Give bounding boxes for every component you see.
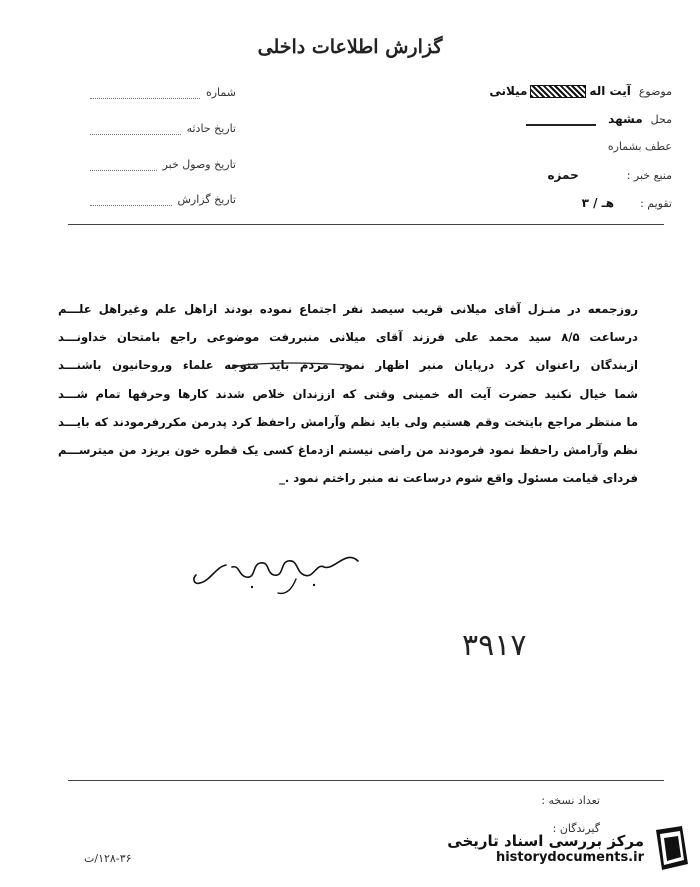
report-line: ازبندگان راعنوان کرد درپایان منبر اظهار نمود مردم باید متوجه علماء وروحانیون باشنـــد [58, 358, 638, 373]
report-line: شما خیال نکنید حضرت آیت اله خمینی وقتی که اززندان خلاص شدند کارها وحرفها تمام شـــد [58, 386, 638, 401]
field-calendar-value: هـ / ۳ [581, 196, 615, 210]
field-receipt-date [90, 158, 236, 171]
report-line: نظم وآرامش راحفظ نمود فرمودند من راضی نیستم ازدماغ کسی یک قطره خون بریزد من میترســـم [58, 443, 638, 458]
field-number-line [90, 98, 200, 99]
field-incident-date-line [90, 134, 181, 135]
field-number-label: شماره [205, 86, 236, 99]
watermark-url: historydocuments.ir [495, 849, 644, 865]
subject-value-prefix: آیت اله [589, 84, 631, 98]
field-incident-date [90, 122, 236, 135]
field-source-label: منبع خبر : [626, 169, 672, 182]
field-report-date-label: تاریخ گزارش [177, 193, 236, 206]
pen-strike-mark [230, 360, 350, 370]
field-calendar-label: تقویم : [640, 197, 672, 210]
field-location [432, 112, 672, 126]
field-number [90, 86, 236, 99]
field-location-value: مشهد [608, 112, 643, 126]
field-subject-value [489, 84, 631, 98]
field-receipt-date-label: تاریخ وصول خبر [162, 158, 236, 171]
recipients-label: گیرندگان : [552, 822, 600, 835]
report-line: ما منتظر مراجع بایتخت وقم هستیم ولی باید نظم وآرامش راحفظ کرد پدرمن مکررفرمودند که بایـــد [58, 414, 638, 429]
field-reference-label: عطف بشماره [607, 140, 672, 153]
field-calendar [432, 196, 672, 210]
header-divider [68, 224, 664, 225]
copies-label: تعداد نسخه : [541, 794, 600, 807]
watermark-title: مرکز بررسی اسناد تاریخی [447, 831, 644, 850]
field-reference [432, 140, 672, 153]
location-underline [526, 124, 596, 126]
report-line: روزجمعه در منـزل آقای میلانی قریب سیصد نفر اجتماع نموده بودند ازاهل علم وغیراهل علـــم [58, 302, 638, 316]
field-subject-label: موضوع [638, 85, 672, 98]
field-source-value: حمزه [547, 168, 579, 182]
field-incident-date-label: تاریخ حادثه [186, 122, 236, 135]
watermark [412, 814, 692, 882]
field-receipt-date-line [90, 170, 157, 171]
report-title: گزارش اطلاعات داخلی [257, 36, 443, 58]
reference-code: ۱۲۸-۳۶/ت [84, 852, 132, 865]
redaction-mark [530, 85, 586, 98]
report-line: درساعت ۸/۵ سید محمد علی فرزند آقای میلانی منبررفت موضوعی راجع بامتحان خداونـــد [58, 330, 638, 345]
handwritten-signature [186, 545, 366, 605]
footer-divider [68, 780, 664, 781]
field-location-label: محل [650, 113, 672, 126]
field-source [432, 168, 672, 182]
field-report-date-line [90, 205, 172, 206]
report-body [58, 295, 638, 492]
archive-logo-icon [652, 824, 692, 872]
subject-value-suffix: میلانی [489, 84, 528, 98]
field-report-date [90, 193, 236, 206]
field-subject [432, 84, 672, 98]
report-line: فردای قیامت مسئول واقع شوم درساعت نه منبر راختم نمود ._ [279, 471, 638, 486]
document-number: ۳۹۱۷ [462, 628, 527, 663]
